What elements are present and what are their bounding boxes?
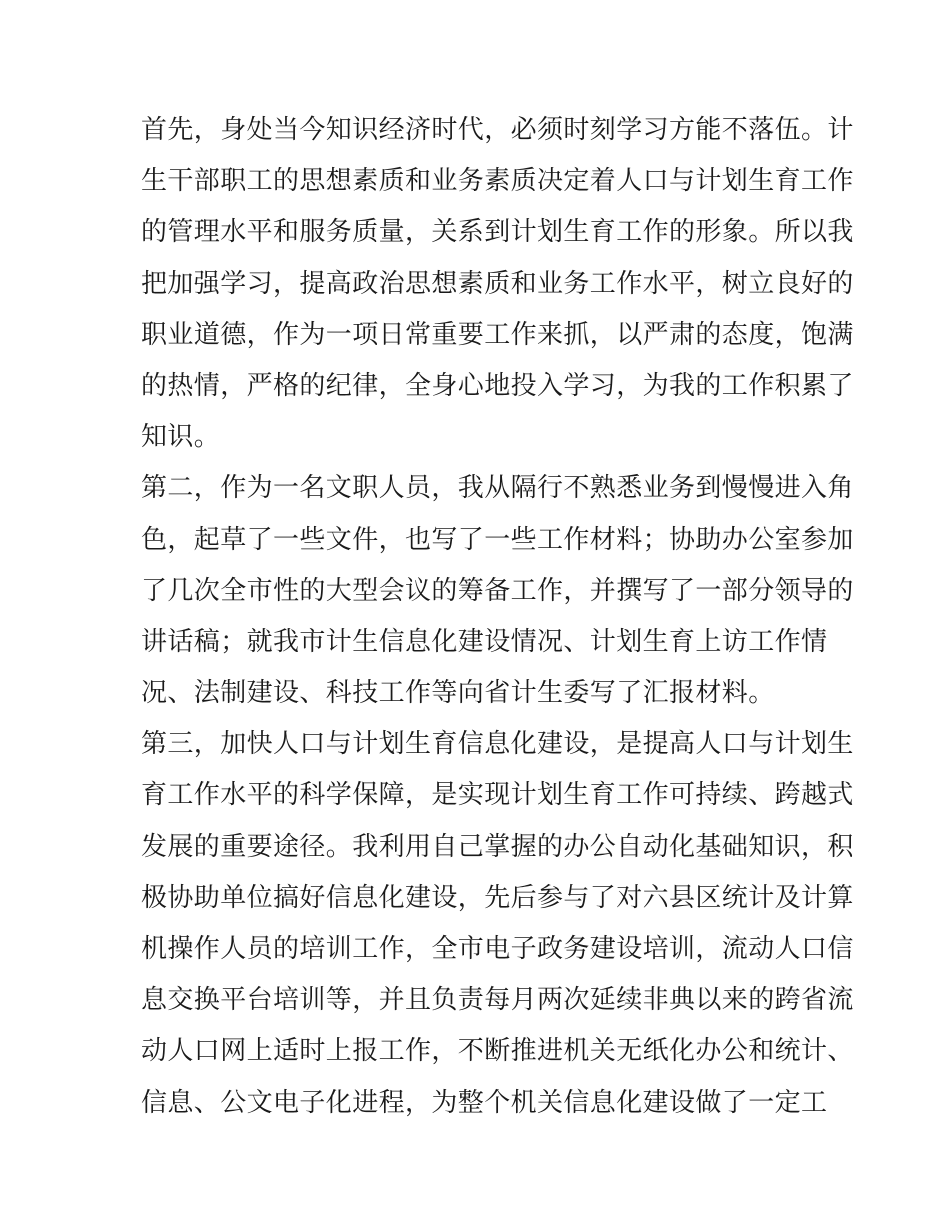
- text-line: 动人口网上适时上报工作，不断推进机关无纸化办公和统计、: [141, 1036, 854, 1067]
- text-line: 息交换平台培训等，并且负责每月两次延续非典以来的跨省流: [141, 985, 854, 1016]
- text-line: 的管理水平和服务质量，关系到计划生育工作的形象。所以我: [141, 217, 854, 248]
- text-line: 发展的重要途径。我利用自己掌握的办公自动化基础知识，积: [141, 831, 854, 862]
- text-line: 育工作水平的科学保障，是实现计划生育工作可持续、跨越式: [141, 780, 854, 811]
- text-line: 知识。: [141, 422, 221, 453]
- paragraph-2: [141, 463, 854, 719]
- text-line: 极协助单位搞好信息化建设，先后参与了对六县区统计及计算: [141, 882, 854, 913]
- text-line: 的热情，严格的纪律，全身心地投入学习，为我的工作积累了: [141, 370, 854, 401]
- document-body: [141, 105, 854, 1129]
- text-line: 生干部职工的思想素质和业务素质决定着人口与计划生育工作: [141, 166, 854, 197]
- paragraph-1: [141, 105, 854, 463]
- text-line: 讲话稿；就我市计生信息化建设情况、计划生育上访工作情: [141, 626, 828, 657]
- text-line: 职业道德，作为一项日常重要工作来抓，以严肃的态度，饱满: [141, 319, 854, 350]
- paragraph-3: [141, 719, 854, 1129]
- text-line: 了几次全市性的大型会议的筹备工作，并撰写了一部分领导的: [141, 575, 854, 606]
- text-line: 机操作人员的培训工作，全市电子政务建设培训，流动人口信: [141, 934, 854, 964]
- text-line: 信息、公文电子化进程，为整个机关信息化建设做了一定工: [141, 1087, 828, 1118]
- text-line: 况、法制建设、科技工作等向省计生委写了汇报材料。: [141, 678, 775, 709]
- text-line: 首先，身处当今知识经济时代，必须时刻学习方能不落伍。计: [141, 115, 854, 145]
- text-line: 第三，加快人口与计划生育信息化建设，是提高人口与计划生: [141, 729, 854, 760]
- text-line: 把加强学习，提高政治思想素质和业务工作水平，树立良好的: [141, 268, 854, 299]
- text-line: 第二，作为一名文职人员，我从隔行不熟悉业务到慢慢进入角: [141, 473, 854, 504]
- text-line: 色，起草了一些文件，也写了一些工作材料；协助办公室参加: [141, 524, 854, 555]
